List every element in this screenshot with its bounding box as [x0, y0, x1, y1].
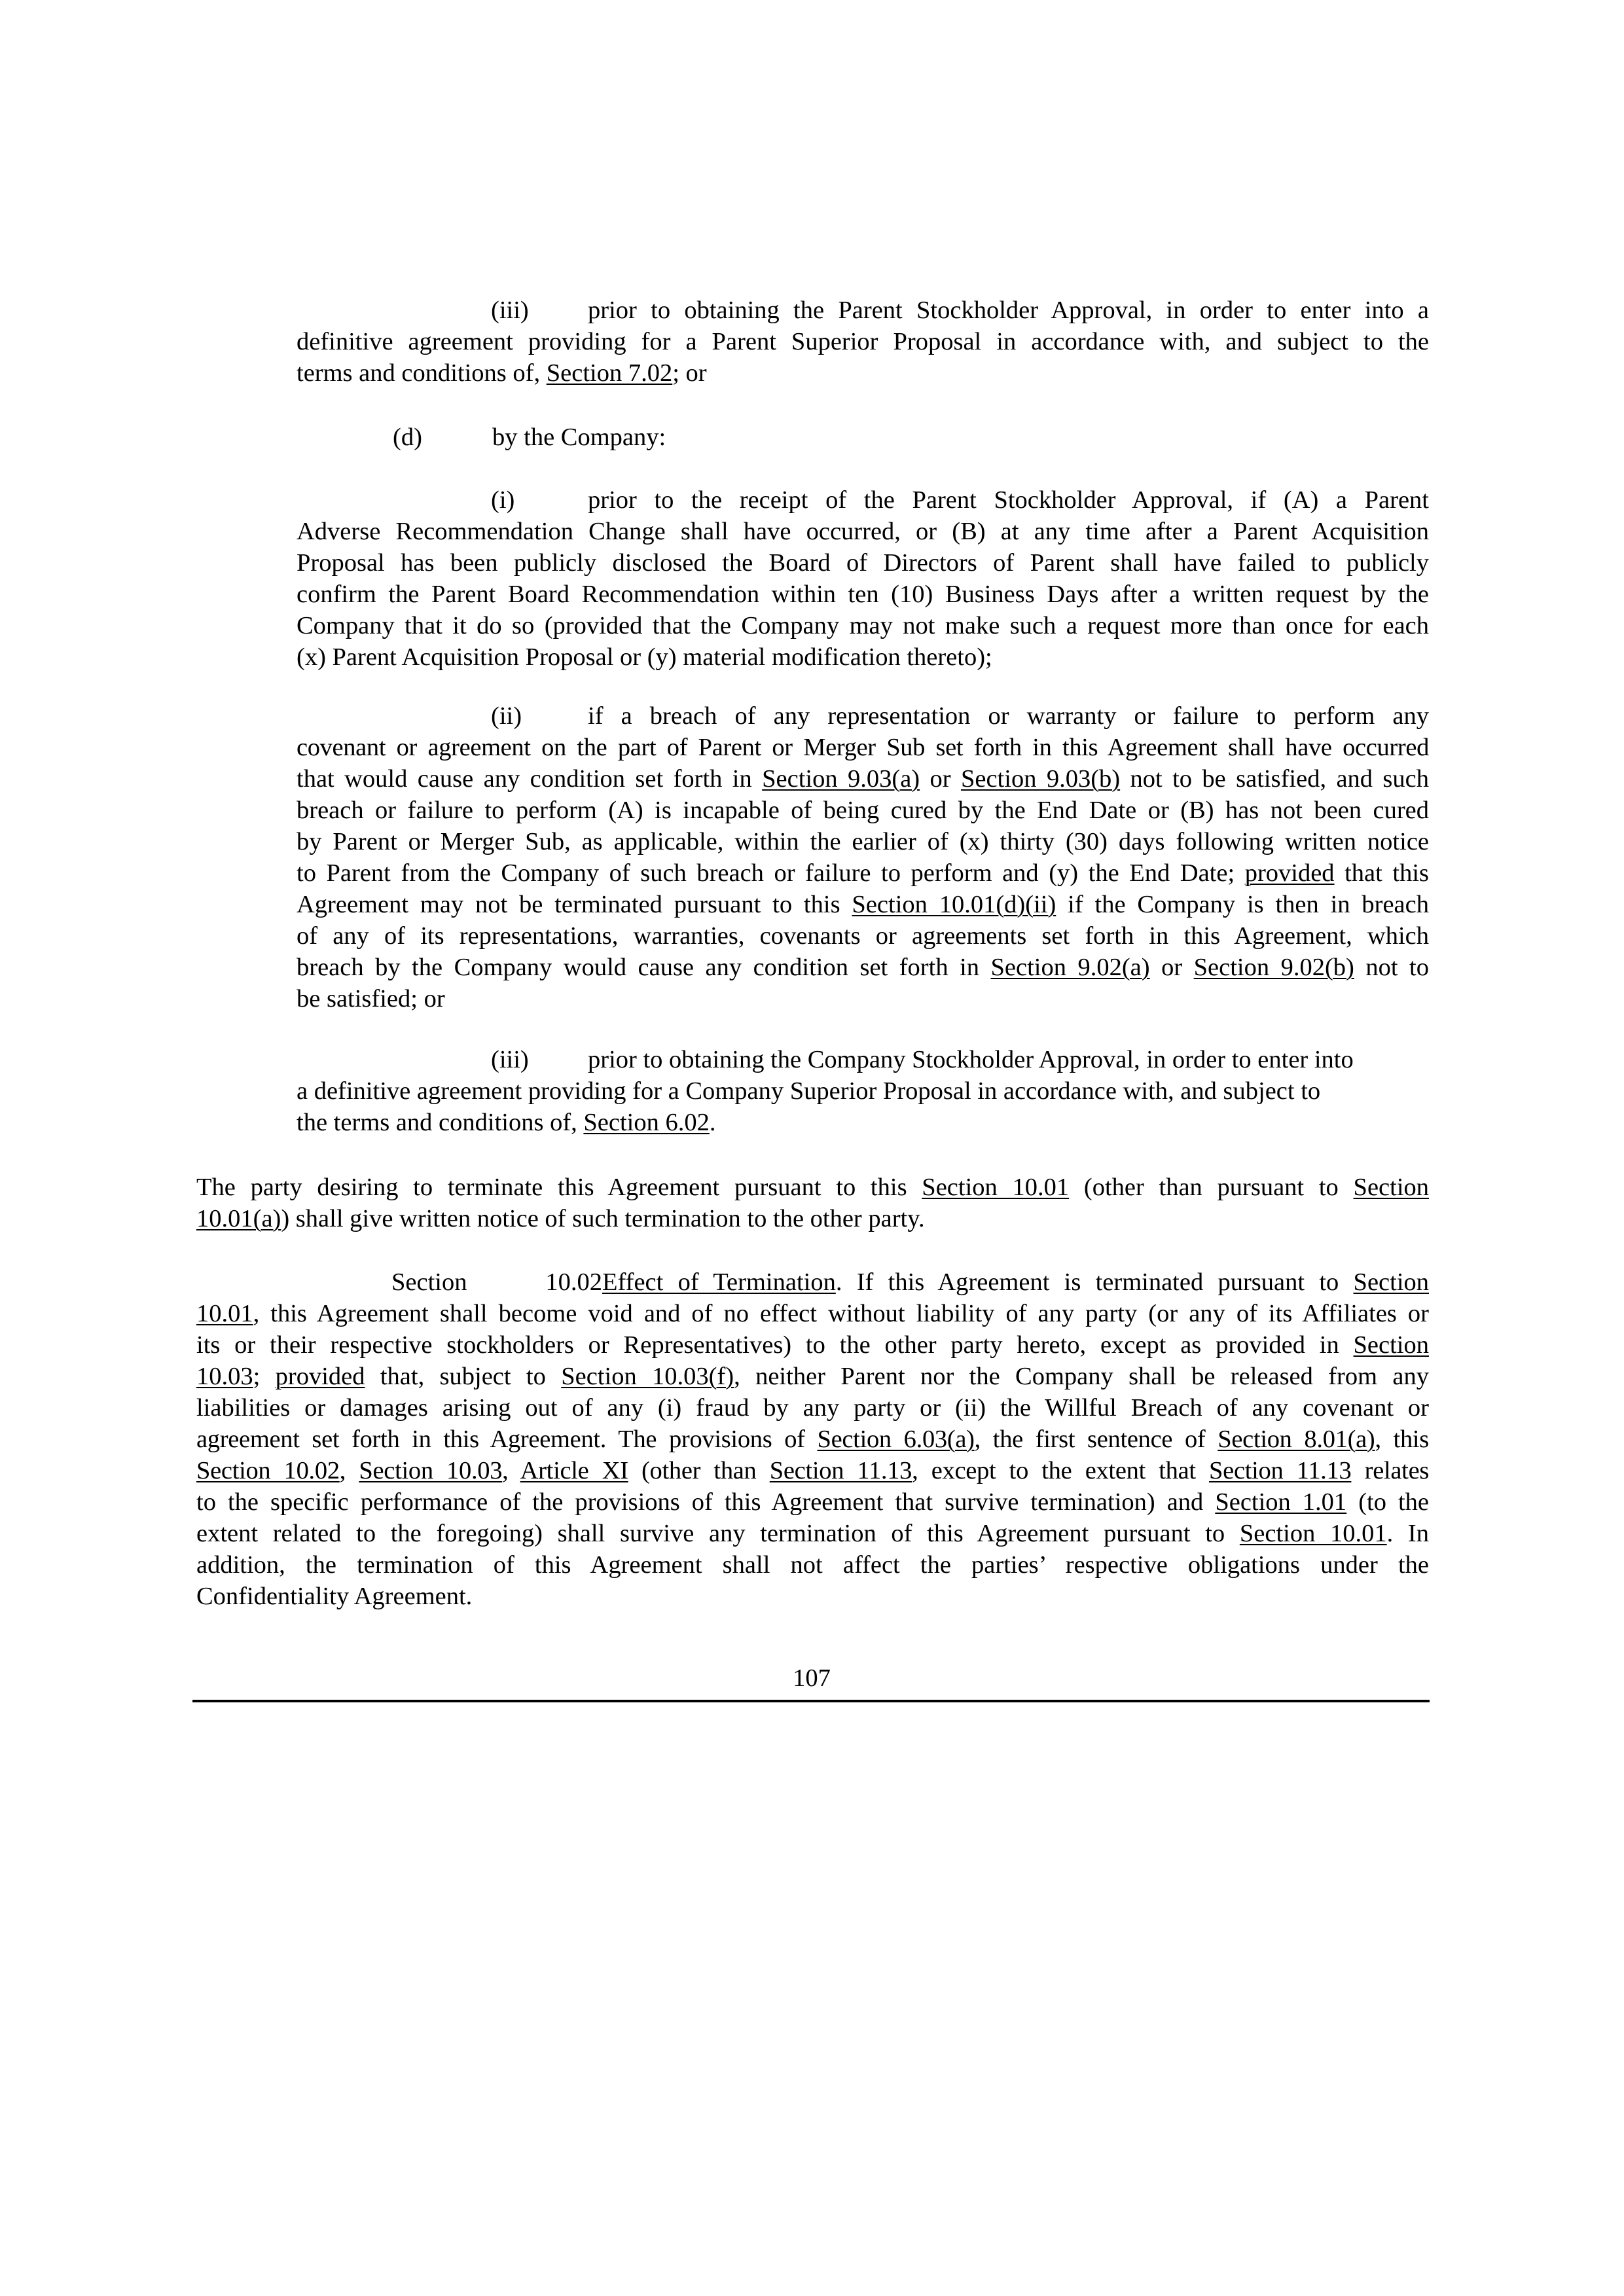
section-line: Confidentiality Agreement. — [196, 1583, 473, 1610]
section-text: , — [339, 1457, 359, 1484]
section-link[interactable]: Section 7.02 — [546, 359, 673, 387]
clause-text: to Parent from the Company of such breach or failure to perform and (y) the End Date; — [297, 859, 1245, 887]
clause-line: a definitive agreement providing for a Company Superior Proposal in accordance with, and subject to — [297, 1077, 1321, 1105]
section-line — [196, 1329, 1429, 1361]
footer-divider — [192, 1700, 1430, 1702]
clause-line — [297, 857, 1429, 889]
clause-text: breach by the Company would cause any condition set forth in — [297, 954, 991, 981]
clause-line — [297, 1044, 1429, 1075]
section-text: relates — [1351, 1457, 1430, 1484]
section-link[interactable]: 10.01 — [196, 1300, 253, 1327]
clause-number: (d) — [393, 423, 422, 451]
section-link[interactable]: provided — [1244, 859, 1335, 887]
clause-text: prior to obtaining the Company Stockholder Approval, in order to enter into — [588, 1046, 1354, 1073]
clause-d-i — [297, 484, 1429, 673]
clause-line: Adverse Recommendation Change shall have occurred, or (B) at any time after a Parent Acquisition — [297, 518, 1429, 545]
section-link[interactable]: Section 6.03(a) — [817, 1426, 975, 1453]
section-link[interactable]: Section 11.13 — [769, 1457, 912, 1484]
clause-text: the terms and conditions of, — [297, 1109, 584, 1136]
clause-d — [393, 422, 916, 453]
paragraph-line — [196, 1203, 1429, 1234]
termination-notice-paragraph — [196, 1172, 1429, 1234]
clause-line: by Parent or Merger Sub, as applicable, within the earlier of (x) thirty (30) days following written notice — [297, 828, 1429, 855]
clause-text: prior to obtaining the Parent Stockholder Approval, in order to enter into a — [588, 296, 1429, 324]
clause-line — [297, 1107, 1429, 1138]
section-link[interactable]: Article XI — [520, 1457, 628, 1484]
section-line — [196, 1266, 1429, 1298]
clause-text: that this — [1334, 859, 1430, 887]
section-link[interactable]: Section 8.01(a) — [1218, 1426, 1375, 1453]
section-line: addition, the termination of this Agreement shall not affect the parties’ respective obligations under the — [196, 1551, 1429, 1579]
clause-d-ii — [297, 700, 1429, 1014]
section-link[interactable]: Section 6.02 — [583, 1109, 710, 1136]
section-link[interactable]: Section 9.03(a) — [762, 765, 920, 793]
clause-line — [393, 422, 916, 453]
clause-text: Agreement may not be terminated pursuant to this — [297, 891, 852, 918]
clause-text: if the Company is then in breach — [1056, 891, 1429, 918]
paragraph-text: ) shall give written notice of such termination to the other party. — [281, 1205, 925, 1232]
section-line — [196, 1455, 1429, 1486]
section-text: , this — [1375, 1426, 1429, 1453]
section-text: . In — [1386, 1520, 1430, 1547]
clause-text: by the Company: — [492, 423, 666, 451]
clause-line — [297, 763, 1429, 795]
section-text: (other than — [628, 1457, 770, 1484]
clause-text: ; or — [672, 359, 707, 387]
section-link[interactable]: Section 9.02(a) — [990, 954, 1150, 981]
section-text: to the specific performance of the provisions of this Agreement that survive termination) and — [196, 1488, 1216, 1516]
clause-line — [297, 326, 1429, 357]
clause-text: terms and conditions of, — [297, 359, 547, 387]
clause-number: (i) — [491, 486, 515, 514]
clause-line: of any of its representations, warranties, covenants or agreements set forth in this Agreement, which — [297, 922, 1429, 950]
clause-text: or — [1149, 954, 1194, 981]
section-text: agreement set forth in this Agreement. The provisions of — [196, 1426, 818, 1453]
section-link[interactable]: Section 10.01(d)(ii) — [852, 891, 1056, 918]
section-text: its or their respective stockholders or Representatives) to the other party hereto, except as provided in — [196, 1331, 1354, 1359]
section-text: , neither Parent nor the Company shall be released from any — [734, 1363, 1429, 1390]
clause-line: Company that it do so (provided that the Company may not make such a request more than once for each — [297, 612, 1429, 639]
section-line: liabilities or damages arising out of any (i) fraud by any party or (ii) the Willful Breach of any covenant or — [196, 1394, 1429, 1422]
section-text: , the first sentence of — [974, 1426, 1218, 1453]
clause-line — [297, 952, 1429, 983]
section-link[interactable]: Section 9.02(b) — [1193, 954, 1354, 981]
section-line — [196, 1298, 1429, 1329]
clause-line: Proposal has been publicly disclosed the Board of Directors of Parent shall have failed to publicly — [297, 549, 1429, 577]
clause-line — [297, 484, 1429, 516]
clause-text: not to — [1354, 954, 1429, 981]
clause-number: (iii) — [491, 1046, 529, 1073]
section-link[interactable]: Section — [1353, 1174, 1430, 1201]
section-link[interactable]: Section 10.03(f) — [561, 1363, 734, 1390]
clause-text: definitive agreement providing for a Parent Superior Proposal in accordance with, and subject to the — [297, 328, 1429, 355]
section-link[interactable]: Section 1.01 — [1215, 1488, 1347, 1516]
clause-line — [297, 357, 1429, 389]
section-line — [196, 1518, 1429, 1549]
section-number: Section 10.02 — [391, 1268, 602, 1296]
section-line — [196, 1361, 1429, 1392]
section-10-02 — [196, 1266, 1429, 1612]
section-text: extent related to the foregoing) shall survive any termination of this Agreement pursuant to — [196, 1520, 1240, 1547]
section-text: . If this Agreement is terminated pursuant to — [835, 1268, 1354, 1296]
clause-text: prior to the receipt of the Parent Stockholder Approval, if (A) a Parent — [588, 486, 1429, 514]
section-line — [196, 1424, 1429, 1455]
section-text: , — [502, 1457, 520, 1484]
page-number: 107 — [793, 1664, 831, 1692]
section-link[interactable]: 10.03 — [196, 1363, 253, 1390]
clause-number: (ii) — [491, 702, 522, 730]
clause-text: or — [920, 765, 961, 793]
section-text: ; — [253, 1363, 276, 1390]
clause-line: be satisfied; or — [297, 985, 445, 1013]
clause-text: if a breach of any representation or warranty or failure to perform any — [588, 702, 1429, 730]
section-link[interactable]: Section 11.13 — [1209, 1457, 1352, 1484]
clause-number: (iii) — [491, 296, 529, 324]
clause-text: . — [709, 1109, 716, 1136]
clause-line: covenant or agreement on the part of Parent or Merger Sub set forth in this Agreement shall have occurred — [297, 734, 1429, 761]
clause-line — [297, 295, 1429, 326]
clause-line: confirm the Parent Board Recommendation within ten (10) Business Days after a written request by the — [297, 581, 1429, 608]
section-link[interactable]: Section — [1353, 1268, 1430, 1296]
section-link[interactable]: Section 10.01 — [922, 1174, 1070, 1201]
section-text: , except to the extent that — [912, 1457, 1210, 1484]
section-heading: Effect of Termination — [602, 1268, 836, 1296]
section-text: (to the — [1346, 1488, 1429, 1516]
paragraph-text: The party desiring to terminate this Agreement pursuant to this — [196, 1174, 922, 1201]
section-text: that, subject to — [365, 1363, 562, 1390]
section-text: , this Agreement shall become void and of no effect without liability of any party (or any of its Affiliates or — [253, 1300, 1429, 1327]
section-link[interactable]: Section 10.03 — [359, 1457, 503, 1484]
clause-line: breach or failure to perform (A) is incapable of being cured by the End Date or (B) has not been cured — [297, 797, 1429, 824]
clause-c-iii — [297, 295, 1429, 389]
section-line — [196, 1486, 1429, 1518]
clause-line — [297, 889, 1429, 920]
clause-line: (x) Parent Acquisition Proposal or (y) material modification thereto); — [297, 643, 992, 671]
section-link[interactable]: 10.01(a) — [196, 1205, 281, 1232]
section-link[interactable]: provided — [275, 1363, 365, 1390]
clause-line — [297, 700, 1429, 732]
paragraph-text: (other than pursuant to — [1069, 1174, 1354, 1201]
clause-text: not to be satisfied, and such — [1120, 765, 1429, 793]
section-link[interactable]: Section 10.02 — [196, 1457, 340, 1484]
section-link[interactable]: Section — [1353, 1331, 1429, 1359]
section-link[interactable]: Section 9.03(b) — [960, 765, 1121, 793]
section-link[interactable]: Section 10.01 — [1239, 1520, 1387, 1547]
clause-text: that would cause any condition set forth in — [297, 765, 763, 793]
paragraph-line — [196, 1172, 1429, 1203]
clause-d-iii — [297, 1044, 1429, 1138]
